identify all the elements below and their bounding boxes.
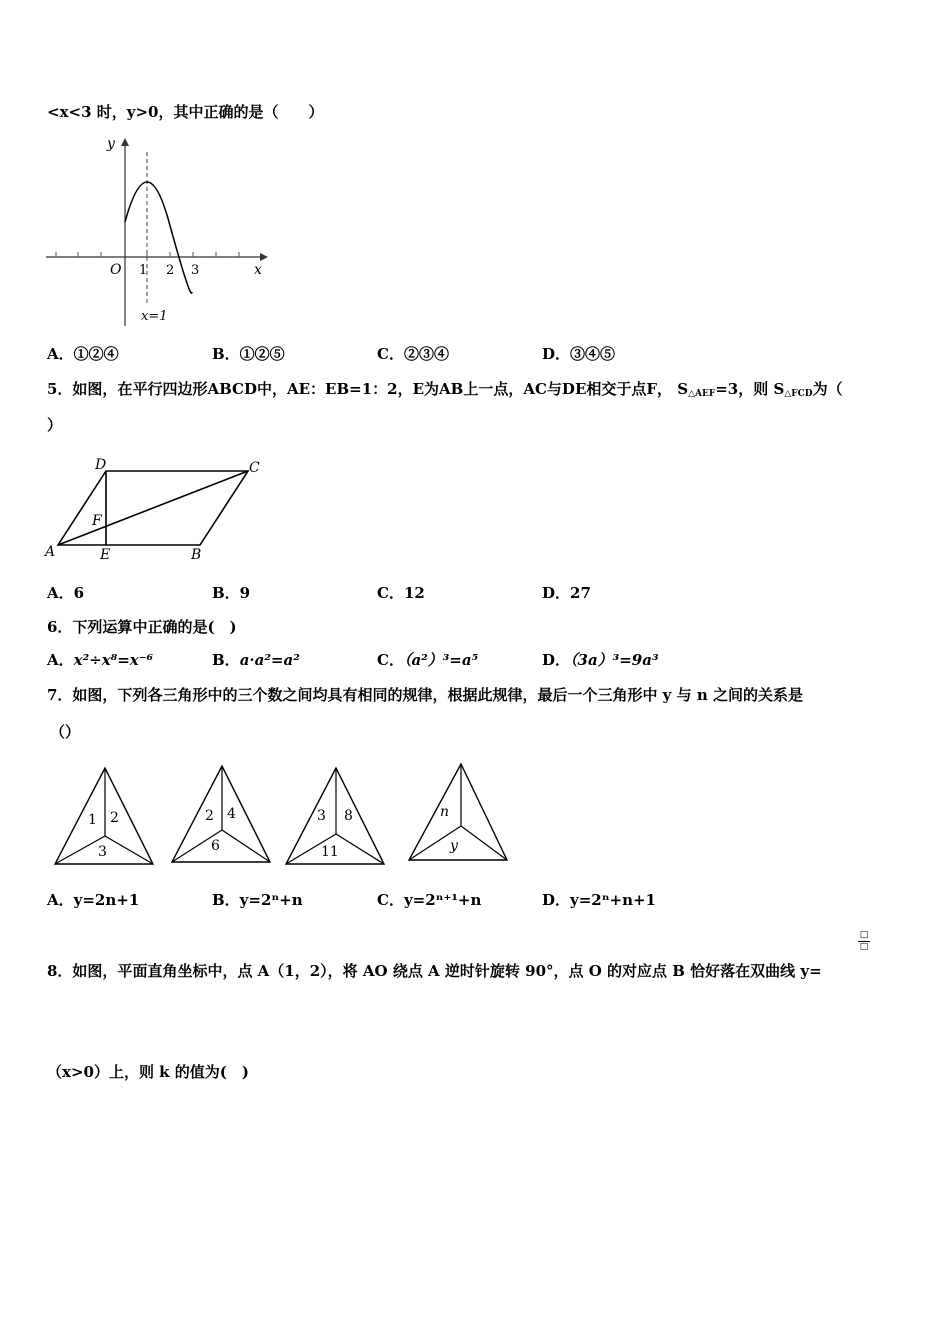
label-D: D bbox=[95, 457, 107, 473]
q7-triangle-3 bbox=[283, 764, 389, 868]
q5-option-c[interactable]: C．12 bbox=[377, 584, 425, 602]
q7-stem: 7．如图，下列各三角形中的三个数之间均具有相同的规律，根据此规律，最后一个三角形中 y 与 n 之间的关系是 bbox=[47, 686, 803, 704]
label-B: B bbox=[191, 547, 202, 563]
q6-option-d[interactable]: D．（3a）³=9a³ bbox=[542, 651, 659, 669]
q5-option-b[interactable]: B．9 bbox=[212, 584, 251, 602]
label-A: A bbox=[45, 544, 56, 560]
q6-option-a[interactable]: A．x²÷x⁸=x⁻⁶ bbox=[47, 651, 154, 669]
q7-triangle-4 bbox=[406, 760, 512, 864]
q7-option-b[interactable]: B．y=2ⁿ+n bbox=[212, 891, 303, 909]
triangle-3-left: 3 bbox=[317, 808, 326, 824]
graph-y-label: y bbox=[107, 136, 115, 152]
q8-fraction bbox=[858, 930, 870, 953]
q4-parabola-graph bbox=[44, 134, 269, 330]
triangle-3-right: 8 bbox=[344, 808, 353, 824]
triangle-2-left: 2 bbox=[205, 808, 214, 824]
q7-option-a[interactable]: A．y=2n+1 bbox=[47, 891, 140, 909]
q7-option-c[interactable]: C．y=2ⁿ⁺¹+n bbox=[377, 891, 482, 909]
q6-option-c[interactable]: C．（a²）³=a⁵ bbox=[377, 651, 479, 669]
graph-axis-of-symmetry-label: x=1 bbox=[141, 309, 168, 324]
q7-triangle-2 bbox=[169, 762, 275, 866]
label-E: E bbox=[100, 547, 111, 563]
triangle-1-bottom: 3 bbox=[98, 844, 107, 860]
q5-option-a[interactable]: A．6 bbox=[47, 584, 85, 602]
q4-option-d[interactable]: D．③④⑤ bbox=[542, 345, 616, 363]
triangle-1-right: 2 bbox=[110, 810, 119, 826]
triangle-2-bottom: 6 bbox=[211, 838, 220, 854]
q8-stem: 8．如图，平面直角坐标中，点 A（1，2），将 AO 绕点 A 逆时针旋转 90°，点 O 的对应点 B 恰好落在双曲线 y= bbox=[47, 962, 822, 980]
q5-stem-end: ） bbox=[47, 416, 63, 434]
triangle-3-bottom: 11 bbox=[321, 844, 339, 860]
q5-option-d[interactable]: D．27 bbox=[542, 584, 591, 602]
q5-stem: 5．如图，在平行四边形ABCD中，AE：EB=1：2，E为AB上一点，AC与DE相交于点F， $S_{\triangle AEF}=3$，则 $S_{\triangle FCD}$为（ bbox=[47, 380, 843, 399]
q5-parallelogram-figure bbox=[44, 455, 269, 567]
triangle-1-left: 1 bbox=[88, 812, 97, 828]
graph-origin-label: O bbox=[110, 262, 122, 278]
q7-option-d[interactable]: D．y=2ⁿ+n+1 bbox=[542, 891, 656, 909]
triangle-4-left: n bbox=[440, 804, 450, 820]
q7-triangle-1 bbox=[52, 764, 158, 868]
q8-fraction-bottom: □ bbox=[859, 942, 869, 952]
label-C: C bbox=[249, 460, 260, 476]
q4-option-a[interactable]: A．①②④ bbox=[47, 345, 119, 363]
graph-tick-3: 3 bbox=[191, 263, 200, 278]
triangle-4-bottom: y bbox=[450, 838, 458, 854]
triangle-2-right: 4 bbox=[227, 806, 236, 822]
graph-tick-2: 2 bbox=[166, 263, 175, 278]
q7-stem-end: （） bbox=[50, 723, 81, 741]
q8-fraction-top: □ bbox=[859, 930, 869, 940]
q4-stem: <x<3 时，y>0，其中正确的是（ ） bbox=[47, 103, 324, 121]
q4-option-c[interactable]: C．②③④ bbox=[377, 345, 449, 363]
label-F: F bbox=[92, 513, 102, 529]
q4-option-b[interactable]: B．①②⑤ bbox=[212, 345, 285, 363]
graph-tick-1: 1 bbox=[139, 263, 148, 278]
graph-x-label: x bbox=[254, 262, 262, 278]
q8-stem-end: （x>0）上，则 k 的值为( ) bbox=[47, 1063, 249, 1081]
q6-option-b[interactable]: B．a·a²=a² bbox=[212, 651, 300, 669]
q6-stem: 6．下列运算中正确的是( ) bbox=[47, 618, 237, 636]
